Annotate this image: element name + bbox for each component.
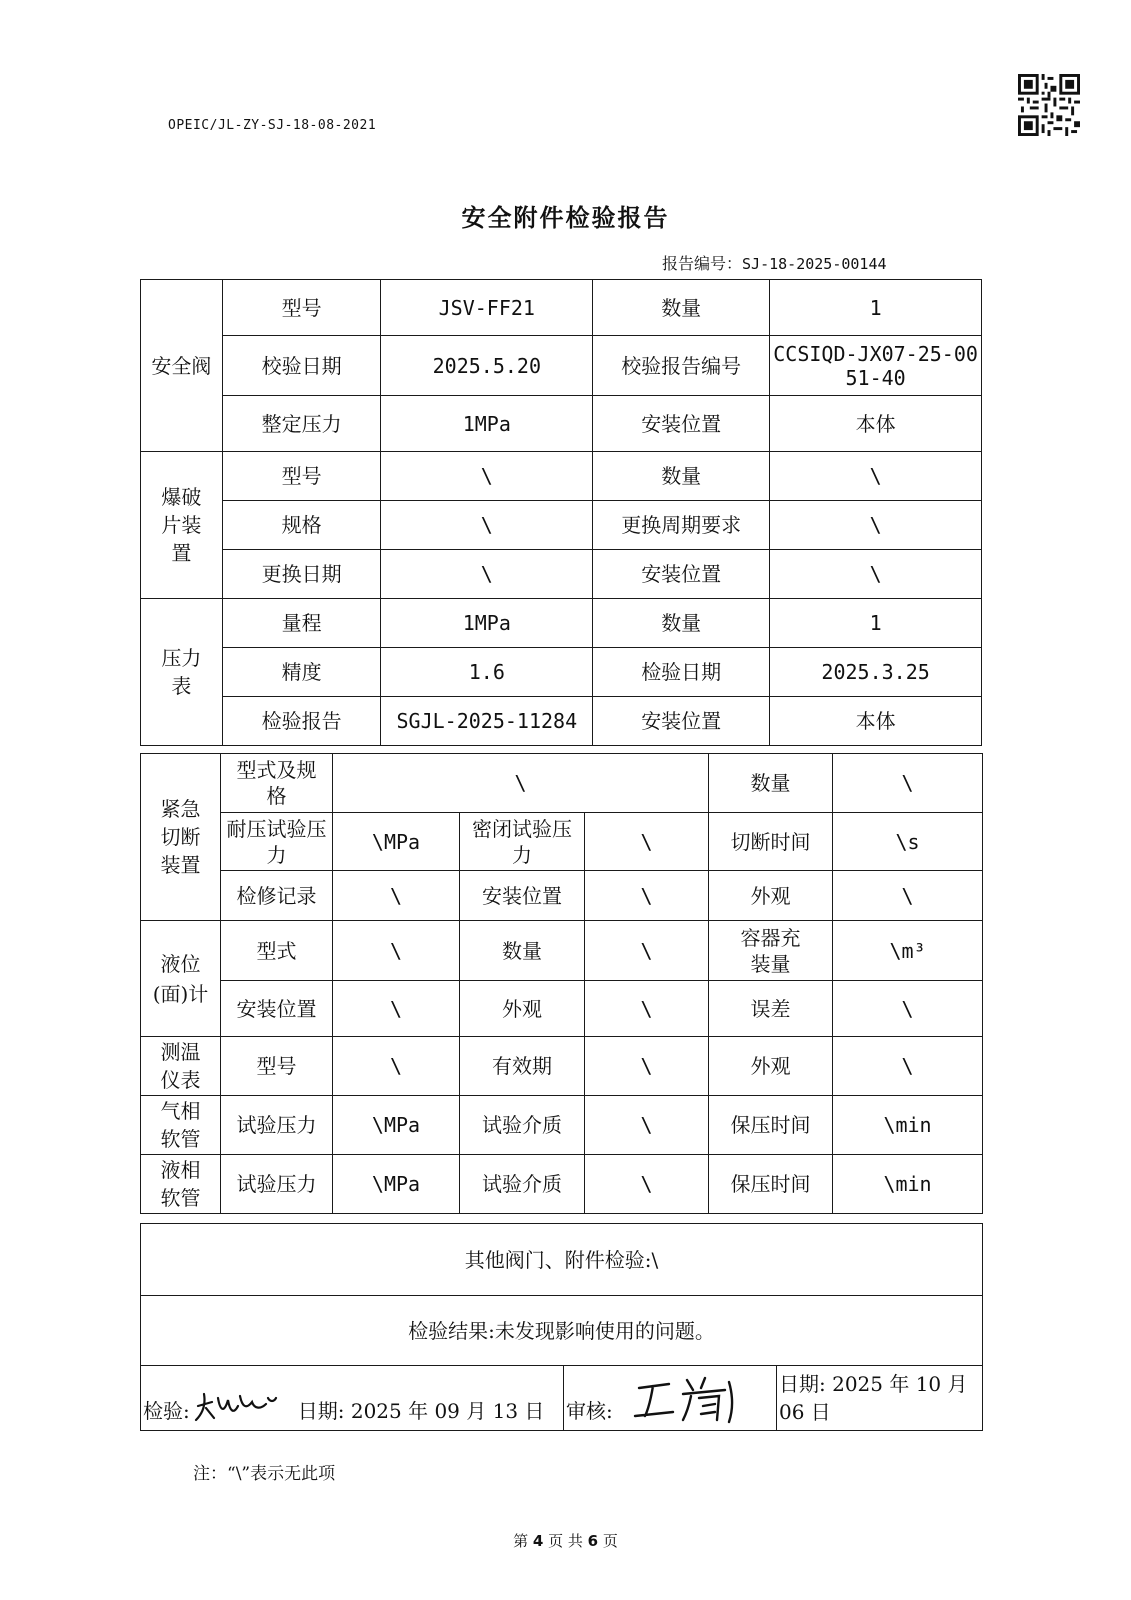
reviewer-signature (629, 1372, 749, 1426)
value-cell: 2025.5.20 (381, 336, 593, 396)
label-cell: 密闭试验压力 (460, 813, 585, 871)
label-cell: 数量 (593, 280, 770, 336)
other-inspection: 其他阀门、附件检验:\ (141, 1224, 983, 1296)
page-number: 4 (532, 1532, 544, 1550)
page-total: 6 (587, 1532, 599, 1550)
value-cell: \ (381, 452, 593, 501)
label-cell: 试验压力 (221, 1155, 333, 1214)
value-cell: \ (333, 921, 460, 981)
footer-suffix: 页 (602, 1532, 618, 1550)
label-cell: 外观 (460, 981, 585, 1037)
label-cell: 检修记录 (221, 871, 333, 921)
value-cell: \ (770, 501, 982, 550)
value-cell: \ (585, 981, 709, 1037)
value-cell: 1 (770, 599, 982, 648)
label-cell: 型号 (222, 280, 381, 336)
value-cell: \MPa (333, 813, 460, 871)
inspector-cell (141, 1366, 564, 1431)
value-cell: 本体 (770, 396, 982, 452)
value-cell: \ (333, 871, 460, 921)
document-code: OPEIC/JL-ZY-SJ-18-08-2021 (168, 118, 377, 133)
value-cell: \MPa (333, 1155, 460, 1214)
value-cell: \ (770, 550, 982, 599)
label-cell: 安装位置 (221, 981, 333, 1037)
label-cell: 型号 (221, 1037, 333, 1096)
report-number-label: 报告编号： (662, 254, 743, 273)
report-number (662, 251, 887, 274)
label-cell: 型式 (221, 921, 333, 981)
label-cell: 更换周期要求 (593, 501, 770, 550)
value-cell: 2025.3.25 (770, 648, 982, 697)
section-liquid-hose: 液相软管 (141, 1155, 221, 1214)
label-cell: 精度 (222, 648, 381, 697)
value-cell: 1.6 (381, 648, 593, 697)
label-cell: 检验报告 (222, 697, 381, 746)
page-footer (0, 1530, 1131, 1551)
value-cell: \min (833, 1096, 983, 1155)
value-cell: \ (833, 871, 983, 921)
reviewer-cell (564, 1366, 777, 1431)
value-cell: \ (770, 452, 982, 501)
section-burst-disc: 爆破片装置 (141, 452, 223, 599)
value-cell: \ (585, 813, 709, 871)
value-cell: \s (833, 813, 983, 871)
footer-prefix: 第 (513, 1532, 529, 1550)
label-cell: 量程 (222, 599, 381, 648)
label-cell: 切断时间 (709, 813, 833, 871)
label-cell: 试验介质 (460, 1155, 585, 1214)
section-thermometer: 测温仪表 (141, 1037, 221, 1096)
section-safety-valve: 安全阀 (141, 280, 223, 452)
value-cell: \min (833, 1155, 983, 1214)
label-cell: 保压时间 (709, 1096, 833, 1155)
label-cell: 外观 (709, 1037, 833, 1096)
label-cell: 数量 (593, 599, 770, 648)
value-cell: \ (585, 1037, 709, 1096)
value-cell: 本体 (770, 697, 982, 746)
label-cell: 规格 (222, 501, 381, 550)
value-cell: \ (333, 754, 709, 813)
label-cell: 有效期 (460, 1037, 585, 1096)
label-cell: 整定压力 (222, 396, 381, 452)
value-cell: \ (833, 1037, 983, 1096)
label-cell: 数量 (709, 754, 833, 813)
value-cell: \ (381, 501, 593, 550)
label-cell: 安装位置 (460, 871, 585, 921)
value-cell: JSV-FF21 (381, 280, 593, 336)
label-cell: 误差 (709, 981, 833, 1037)
qr-code-icon (1018, 74, 1080, 136)
label-cell: 容器充装量 (709, 921, 833, 981)
report-number-value: SJ-18-2025-00144 (742, 255, 887, 273)
label-cell: 检验日期 (593, 648, 770, 697)
label-cell: 数量 (460, 921, 585, 981)
value-cell: CCSIQD-JX07-25-0051-40 (770, 336, 982, 396)
label-cell: 更换日期 (222, 550, 381, 599)
section-level-gauge: 液位(面)计 (141, 921, 221, 1037)
value-cell: 1 (770, 280, 982, 336)
inspector-label: 检验: (143, 1399, 190, 1423)
value-cell: \ (333, 981, 460, 1037)
label-cell: 外观 (709, 871, 833, 921)
value-cell: \ (585, 1155, 709, 1214)
value-cell: SGJL-2025-11284 (381, 697, 593, 746)
inspection-result: 检验结果:未发现影响使用的问题。 (141, 1296, 983, 1366)
label-cell: 校验报告编号 (593, 336, 770, 396)
value-cell: \ (833, 981, 983, 1037)
value-cell: 1MPa (381, 599, 593, 648)
section-pressure-gauge: 压力表 (141, 599, 223, 746)
value-cell: \ (585, 1096, 709, 1155)
review-date: 日期: 2025 年 10 月 06 日 (777, 1366, 983, 1431)
label-cell: 安装位置 (593, 550, 770, 599)
label-cell: 数量 (593, 452, 770, 501)
inspection-table-upper (140, 279, 982, 746)
value-cell: \ (585, 921, 709, 981)
value-cell: \ (585, 871, 709, 921)
label-cell: 型号 (222, 452, 381, 501)
label-cell: 安装位置 (593, 396, 770, 452)
label-cell: 校验日期 (222, 336, 381, 396)
remarks-signature-table (140, 1223, 983, 1431)
label-cell: 型式及规格 (221, 754, 333, 813)
label-cell: 保压时间 (709, 1155, 833, 1214)
value-cell: \m³ (833, 921, 983, 981)
value-cell: 1MPa (381, 396, 593, 452)
footer-mid: 页 共 (548, 1532, 583, 1550)
section-gas-hose: 气相软管 (141, 1096, 221, 1155)
inspection-table-lower (140, 753, 983, 1214)
value-cell: \ (381, 550, 593, 599)
value-cell: \MPa (333, 1096, 460, 1155)
value-cell: \ (833, 754, 983, 813)
label-cell: 试验压力 (221, 1096, 333, 1155)
reviewer-label: 审核: (566, 1399, 613, 1423)
section-emergency-shutoff: 紧急切断装置 (141, 754, 221, 921)
label-cell: 试验介质 (460, 1096, 585, 1155)
label-cell: 耐压试验压力 (221, 813, 333, 871)
footnote: 注：“\”表示无此项 (193, 1464, 336, 1484)
value-cell: \ (333, 1037, 460, 1096)
page-title: 安全附件检验报告 (461, 204, 670, 232)
label-cell: 安装位置 (593, 697, 770, 746)
inspector-signature (190, 1384, 280, 1428)
inspector-date: 日期: 2025 年 09 月 13 日 (297, 1399, 545, 1423)
